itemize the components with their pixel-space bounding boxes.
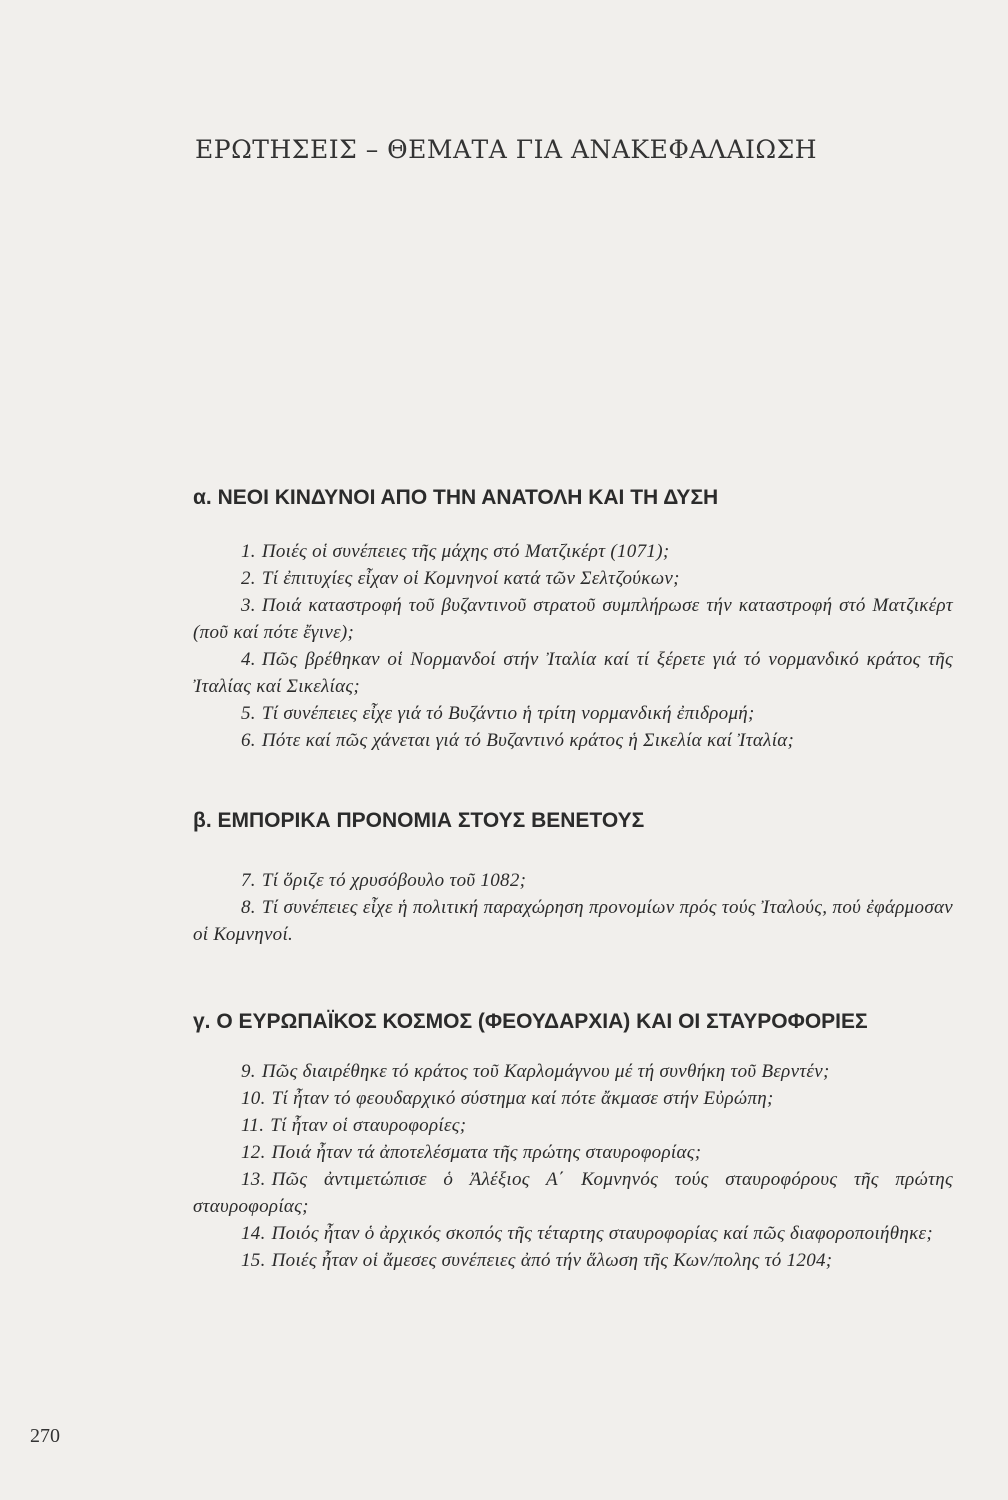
question-item: [193, 1139, 953, 1166]
question-text: Τί ἐπιτυχίες εἶχαν οἱ Κομνηνοί κατά τῶν Σελτζούκων;: [261, 568, 680, 589]
question-item: [193, 1058, 953, 1085]
question-number: 11.: [241, 1115, 265, 1136]
question-list: [193, 538, 953, 754]
question-text: Πῶς ἀντιμετώπισε ὁ Ἀλέξιος Α΄ Κομνηνός τούς σταυροφόρους τῆς πρώτης σταυροφορίας;: [193, 1169, 953, 1217]
question-text: Πότε καί πῶς χάνεται γιά τό Βυζαντινό κράτος ἡ Σικελία καί Ἰταλία;: [261, 730, 795, 751]
question-number: 9.: [241, 1061, 256, 1082]
question-number: 4.: [241, 649, 256, 670]
question-number: 12.: [241, 1142, 266, 1163]
question-number: 1.: [241, 541, 256, 562]
page-number: 270: [30, 1425, 60, 1447]
question-item: [193, 867, 953, 894]
question-item: [193, 727, 953, 754]
question-text: Τί ἦταν τό φεουδαρχικό σύστημα καί πότε ἄκμασε στήν Εὐρώπη;: [271, 1088, 774, 1109]
question-item: [193, 538, 953, 565]
question-text: Πῶς βρέθηκαν οἱ Νορμανδοί στήν Ἰταλία καί τί ξέρετε γιά τό νορμανδικό κράτος τῆς Ἰταλίας καί Σικελίας;: [193, 649, 953, 697]
question-number: 7.: [241, 870, 256, 891]
question-list: [193, 1058, 953, 1274]
question-number: 6.: [241, 730, 256, 751]
question-item: [193, 565, 953, 592]
question-text: Ποιά καταστροφή τοῦ βυζαντινοῦ στρατοῦ συμπλήρωσε τήν καταστροφή στό Ματζικέρτ (ποῦ καί πότε ἔγινε);: [193, 595, 953, 643]
question-text: Πῶς διαιρέθηκε τό κράτος τοῦ Καρλομάγνου μέ τή συνθήκη τοῦ Βερντέν;: [261, 1061, 830, 1082]
question-number: 13.: [241, 1169, 266, 1190]
section-heading: γ. Ο ΕΥΡΩΠΑΪΚΟΣ ΚΟΣΜΟΣ (ΦΕΟΥΔΑΡΧΙΑ) ΚΑΙ ΟΙ ΣΤΑΥΡΟΦΟΡΙΕΣ: [193, 1010, 868, 1033]
question-text: Ποιές οἱ συνέπειες τῆς μάχης στό Ματζικέρτ (1071);: [261, 541, 670, 562]
question-item: [193, 592, 953, 646]
question-item: [193, 646, 953, 700]
question-number: 3.: [241, 595, 256, 616]
question-item: [193, 1085, 953, 1112]
question-number: 5.: [241, 703, 256, 724]
question-item: [193, 894, 953, 948]
section-a: [193, 482, 953, 754]
question-item: [193, 1247, 953, 1274]
question-number: 8.: [241, 897, 256, 918]
question-number: 2.: [241, 568, 256, 589]
section-heading: α. ΝΕΟΙ ΚΙΝΔΥΝΟΙ ΑΠΟ ΤΗΝ ΑΝΑΤΟΛΗ ΚΑΙ ΤΗ ΔΥΣΗ: [193, 486, 719, 509]
question-text: Ποιά ἦταν τά ἀποτελέσματα τῆς πρώτης σταυροφορίας;: [271, 1142, 702, 1163]
question-item: [193, 1112, 953, 1139]
question-number: 14.: [241, 1223, 266, 1244]
question-number: 10.: [241, 1088, 266, 1109]
question-text: Ποιές ἦταν οἱ ἄμεσες συνέπειες ἀπό τήν ἅλωση τῆς Κων/πολης τό 1204;: [271, 1250, 833, 1271]
question-item: [193, 700, 953, 727]
question-list: [193, 867, 953, 948]
question-text: Τί συνέπειες εἶχε ἡ πολιτική παραχώρηση προνομίων πρός τούς Ἰταλούς, πού ἐφάρμοσαν οἱ Κομνηνοί.: [193, 897, 953, 945]
question-text: Τί ἦταν οἱ σταυροφορίες;: [270, 1115, 467, 1136]
question-text: Τί ὅριζε τό χρυσόβουλο τοῦ 1082;: [261, 870, 527, 891]
question-text: Ποιός ἦταν ὁ ἀρχικός σκοπός τῆς τέταρτης σταυροφορίας καί πῶς διαφοροποιήθηκε;: [271, 1223, 933, 1244]
question-item: [193, 1220, 953, 1247]
question-item: [193, 1166, 953, 1220]
section-b: [193, 805, 953, 948]
question-number: 15.: [241, 1250, 266, 1271]
section-c: [193, 1006, 953, 1274]
question-text: Τί συνέπειες εἶχε γιά τό Βυζάντιο ἡ τρίτη νορμανδική ἐπιδρομή;: [261, 703, 755, 724]
section-heading: β. ΕΜΠΟΡΙΚΑ ΠΡΟΝΟΜΙΑ ΣΤΟΥΣ ΒΕΝΕΤΟΥΣ: [193, 809, 645, 832]
page-title: ΕΡΩΤΗΣΕΙΣ – ΘΕΜΑΤΑ ΓΙΑ ΑΝΑΚΕΦΑΛΑΙΩΣΗ: [195, 134, 818, 164]
